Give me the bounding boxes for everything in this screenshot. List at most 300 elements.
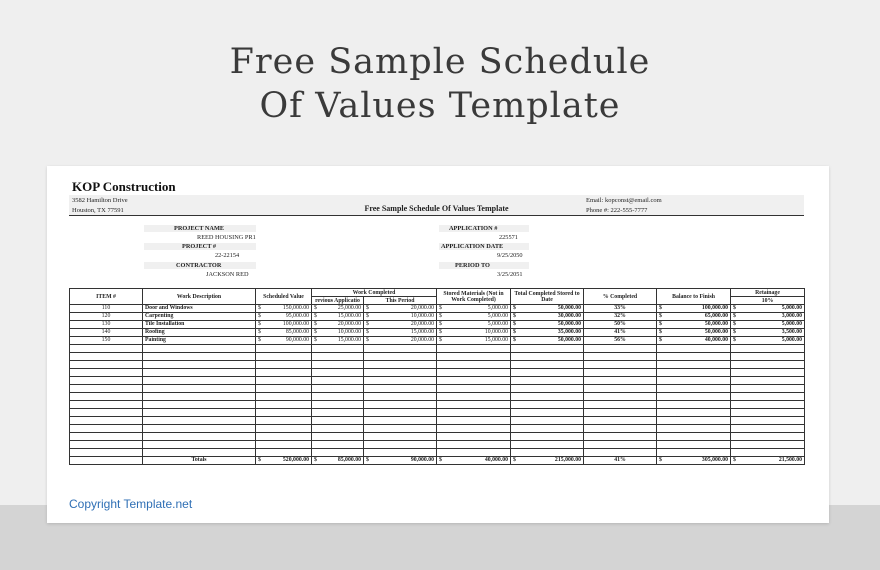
empty-cell [437, 369, 511, 377]
empty-cell [256, 425, 312, 433]
empty-cell [143, 369, 256, 377]
amount: 25,000.00 [337, 305, 361, 311]
empty-cell [256, 393, 312, 401]
header-balance: Balance to Finish [657, 289, 731, 305]
amount: 65,000.00 [704, 313, 729, 319]
totals-previous [312, 457, 364, 465]
amount: 95,000.00 [285, 313, 309, 319]
empty-cell [657, 353, 731, 361]
empty-cell [511, 441, 584, 449]
empty-cell [312, 369, 364, 377]
empty-row [70, 393, 805, 401]
cell-balance [657, 313, 731, 321]
cell-total [511, 321, 584, 329]
currency-sign: $ [439, 313, 442, 319]
empty-cell [511, 361, 584, 369]
cell-description: Painting [143, 337, 256, 345]
empty-cell [437, 441, 511, 449]
empty-cell [143, 417, 256, 425]
empty-cell [584, 425, 657, 433]
empty-cell [364, 417, 437, 425]
empty-cell [731, 433, 805, 441]
project-name-value: REED HOUSING PR1 [197, 234, 256, 241]
currency-sign: $ [659, 457, 662, 463]
header-retainage: Retainage [731, 289, 805, 297]
header-stored-materials: Stored Materials (Not in Work Completed) [437, 289, 511, 305]
header-total-completed: Total Completed Stored to Date [511, 289, 584, 305]
empty-cell [70, 441, 143, 449]
amount: 10,000.00 [484, 329, 509, 335]
empty-cell [312, 353, 364, 361]
amount: 3,500.00 [781, 329, 803, 335]
application-date-label: APPLICATION DATE [439, 243, 529, 250]
empty-cell [731, 385, 805, 393]
application-date-value: 9/25/2050 [497, 252, 523, 259]
cell-description: Door and Windows [143, 305, 256, 313]
cell-retainage [731, 313, 805, 321]
empty-cell [731, 417, 805, 425]
empty-cell [657, 433, 731, 441]
currency-sign: $ [258, 305, 261, 311]
currency-sign: $ [366, 329, 369, 335]
header-item: ITEM # [70, 289, 143, 305]
cell-this-period [364, 337, 437, 345]
cell-previous [312, 305, 364, 313]
amount: 35,000.00 [557, 329, 582, 335]
empty-cell [312, 425, 364, 433]
amount: 520,000.00 [282, 457, 309, 463]
amount: 15,000.00 [484, 337, 509, 343]
empty-cell [312, 417, 364, 425]
currency-sign: $ [733, 321, 736, 327]
currency-sign: $ [366, 305, 369, 311]
empty-cell [256, 409, 312, 417]
cell-item: 150 [70, 337, 143, 345]
currency-sign: $ [439, 457, 442, 463]
empty-cell [657, 393, 731, 401]
schedule-of-values-table [69, 288, 805, 465]
hero-title-line-1: Free Sample Schedule [229, 42, 651, 82]
amount: 50,000.00 [557, 305, 582, 311]
empty-cell [364, 369, 437, 377]
currency-sign: $ [366, 457, 369, 463]
cell-totals-item [70, 457, 143, 465]
contractor-value: JACKSON RED [206, 271, 249, 278]
empty-cell [731, 449, 805, 457]
currency-sign: $ [513, 337, 516, 343]
amount: 5,000.00 [487, 321, 509, 327]
empty-cell [143, 385, 256, 393]
currency-sign: $ [258, 329, 261, 335]
empty-cell [312, 345, 364, 353]
empty-cell [70, 393, 143, 401]
amount: 20,000.00 [337, 321, 361, 327]
amount: 15,000.00 [410, 329, 435, 335]
header-work-completed: Work Completed [312, 289, 437, 297]
currency-sign: $ [733, 329, 736, 335]
empty-cell [143, 425, 256, 433]
empty-cell [657, 441, 731, 449]
amount: 5,000.00 [487, 313, 509, 319]
empty-cell [70, 433, 143, 441]
currency-sign: $ [659, 321, 662, 327]
empty-cell [657, 425, 731, 433]
empty-cell [364, 433, 437, 441]
currency-sign: $ [659, 305, 662, 311]
currency-sign: $ [258, 321, 261, 327]
empty-cell [70, 425, 143, 433]
table-row [70, 337, 805, 345]
cell-percent: 56% [584, 337, 657, 345]
empty-row [70, 417, 805, 425]
totals-row [70, 457, 805, 465]
amount: 100,000.00 [282, 321, 309, 327]
empty-row [70, 361, 805, 369]
empty-cell [70, 409, 143, 417]
empty-cell [657, 449, 731, 457]
empty-cell [584, 353, 657, 361]
currency-sign: $ [314, 457, 317, 463]
cell-previous [312, 329, 364, 337]
empty-cell [70, 353, 143, 361]
table-row [70, 305, 805, 313]
hero-title [0, 40, 880, 128]
empty-cell [584, 401, 657, 409]
empty-cell [657, 369, 731, 377]
amount: 20,000.00 [410, 305, 435, 311]
empty-cell [584, 385, 657, 393]
cell-balance [657, 337, 731, 345]
cell-balance [657, 305, 731, 313]
currency-sign: $ [366, 337, 369, 343]
amount: 40,000.00 [484, 457, 509, 463]
empty-cell [511, 385, 584, 393]
empty-row [70, 401, 805, 409]
empty-cell [256, 417, 312, 425]
empty-cell [70, 345, 143, 353]
empty-cell [312, 409, 364, 417]
cell-description: Carpenting [143, 313, 256, 321]
empty-cell [584, 441, 657, 449]
empty-row [70, 369, 805, 377]
amount: 85,000.00 [285, 329, 309, 335]
amount: 30,000.00 [557, 313, 582, 319]
empty-cell [584, 433, 657, 441]
cell-retainage [731, 337, 805, 345]
empty-cell [731, 353, 805, 361]
empty-cell [511, 433, 584, 441]
empty-cell [312, 385, 364, 393]
empty-cell [143, 393, 256, 401]
currency-sign: $ [366, 313, 369, 319]
empty-row [70, 433, 805, 441]
cell-retainage [731, 305, 805, 313]
amount: 50,000.00 [557, 321, 582, 327]
cell-this-period [364, 305, 437, 313]
empty-cell [584, 345, 657, 353]
empty-cell [312, 449, 364, 457]
empty-cell [437, 449, 511, 457]
currency-sign: $ [733, 457, 736, 463]
empty-row [70, 377, 805, 385]
empty-cell [312, 377, 364, 385]
cell-stored [437, 321, 511, 329]
empty-cell [364, 353, 437, 361]
cell-this-period [364, 313, 437, 321]
company-address-line-2: Houston, TX 77591 [72, 207, 124, 214]
empty-cell [731, 401, 805, 409]
amount: 20,000.00 [410, 337, 435, 343]
empty-cell [364, 425, 437, 433]
empty-cell [437, 401, 511, 409]
empty-cell [657, 385, 731, 393]
empty-cell [657, 345, 731, 353]
empty-cell [256, 353, 312, 361]
amount: 21,500.00 [778, 457, 803, 463]
company-address-line-1: 3582 Hamilton Drive [72, 197, 128, 204]
cell-previous [312, 321, 364, 329]
currency-sign: $ [439, 329, 442, 335]
empty-cell [312, 433, 364, 441]
contractor-label: CONTRACTOR [144, 262, 256, 269]
empty-cell [364, 401, 437, 409]
header-rule [69, 215, 804, 216]
totals-percent: 41% [584, 457, 657, 465]
empty-cell [731, 393, 805, 401]
empty-cell [256, 385, 312, 393]
period-to-label: PERIOD TO [439, 262, 529, 269]
currency-sign: $ [314, 329, 317, 335]
cell-this-period [364, 329, 437, 337]
empty-cell [364, 377, 437, 385]
amount: 305,000.00 [701, 457, 729, 463]
project-number-value: 22-22154 [215, 252, 240, 259]
empty-cell [143, 361, 256, 369]
amount: 50,000.00 [704, 329, 729, 335]
empty-cell [143, 433, 256, 441]
empty-cell [511, 345, 584, 353]
empty-cell [70, 385, 143, 393]
document-sheet [47, 166, 829, 523]
currency-sign: $ [659, 337, 662, 343]
cell-stored [437, 329, 511, 337]
company-email: Email: kopconst@email.com [586, 197, 662, 204]
empty-cell [657, 377, 731, 385]
currency-sign: $ [258, 313, 261, 319]
empty-row [70, 385, 805, 393]
empty-cell [511, 425, 584, 433]
currency-sign: $ [513, 457, 516, 463]
amount: 50,000.00 [557, 337, 582, 343]
cell-balance [657, 321, 731, 329]
currency-sign: $ [314, 305, 317, 311]
amount: 5,000.00 [781, 337, 803, 343]
header-percent-completed: % Completed [584, 289, 657, 305]
amount: 90,000.00 [285, 337, 309, 343]
cell-scheduled [256, 337, 312, 345]
empty-cell [70, 361, 143, 369]
cell-item: 130 [70, 321, 143, 329]
cell-stored [437, 305, 511, 313]
cell-scheduled [256, 305, 312, 313]
table-row [70, 313, 805, 321]
empty-cell [584, 369, 657, 377]
cell-percent: 33% [584, 305, 657, 313]
empty-cell [256, 361, 312, 369]
empty-cell [584, 361, 657, 369]
amount: 5,000.00 [781, 321, 803, 327]
empty-cell [584, 417, 657, 425]
amount: 10,000.00 [410, 313, 435, 319]
empty-cell [511, 409, 584, 417]
empty-cell [657, 417, 731, 425]
header-this-period: This Period [364, 297, 437, 305]
cell-this-period [364, 321, 437, 329]
empty-cell [731, 361, 805, 369]
empty-cell [731, 441, 805, 449]
header-retainage-percent: 10% [731, 297, 805, 305]
currency-sign: $ [513, 313, 516, 319]
currency-sign: $ [659, 329, 662, 335]
cell-item: 120 [70, 313, 143, 321]
currency-sign: $ [258, 337, 261, 343]
empty-cell [437, 385, 511, 393]
amount: 50,000.00 [704, 321, 729, 327]
amount: 20,000.00 [410, 321, 435, 327]
empty-cell [731, 409, 805, 417]
empty-cell [256, 441, 312, 449]
currency-sign: $ [366, 321, 369, 327]
cell-previous [312, 313, 364, 321]
cell-percent: 41% [584, 329, 657, 337]
empty-cell [657, 409, 731, 417]
company-phone: Phone #: 222-555-7777 [586, 207, 648, 214]
empty-cell [511, 449, 584, 457]
cell-retainage [731, 329, 805, 337]
empty-cell [364, 361, 437, 369]
empty-cell [437, 353, 511, 361]
amount: 3,000.00 [781, 313, 803, 319]
amount: 10,000.00 [337, 329, 361, 335]
amount: 85,000.00 [337, 457, 361, 463]
empty-cell [143, 401, 256, 409]
project-name-label: PROJECT NAME [144, 225, 256, 232]
currency-sign: $ [314, 321, 317, 327]
empty-cell [657, 401, 731, 409]
empty-cell [584, 377, 657, 385]
cell-percent: 50% [584, 321, 657, 329]
hero-title-line-2: Of Values Template [259, 86, 621, 126]
document-title: Free Sample Schedule Of Values Template [364, 204, 509, 213]
empty-cell [312, 441, 364, 449]
cell-description: Roofing [143, 329, 256, 337]
cell-description: Tile Installation [143, 321, 256, 329]
currency-sign: $ [513, 329, 516, 335]
cell-percent: 32% [584, 313, 657, 321]
empty-cell [312, 393, 364, 401]
empty-cell [731, 425, 805, 433]
table-row [70, 321, 805, 329]
empty-cell [584, 409, 657, 417]
cell-stored [437, 337, 511, 345]
currency-sign: $ [439, 321, 442, 327]
totals-retainage [731, 457, 805, 465]
cell-total [511, 337, 584, 345]
empty-cell [364, 393, 437, 401]
empty-cell [143, 441, 256, 449]
empty-cell [143, 409, 256, 417]
currency-sign: $ [513, 321, 516, 327]
empty-cell [70, 401, 143, 409]
cell-scheduled [256, 329, 312, 337]
empty-cell [256, 377, 312, 385]
cell-stored [437, 313, 511, 321]
empty-cell [584, 393, 657, 401]
empty-cell [364, 385, 437, 393]
cell-total [511, 305, 584, 313]
empty-cell [70, 417, 143, 425]
copyright-link[interactable]: Copyright Template.net [69, 497, 193, 511]
cell-total [511, 329, 584, 337]
empty-cell [70, 377, 143, 385]
currency-sign: $ [439, 305, 442, 311]
amount: 100,000.00 [701, 305, 729, 311]
totals-total [511, 457, 584, 465]
empty-cell [437, 409, 511, 417]
cell-balance [657, 329, 731, 337]
currency-sign: $ [733, 337, 736, 343]
empty-cell [511, 353, 584, 361]
totals-label: Totals [143, 457, 256, 465]
empty-cell [256, 345, 312, 353]
header-previous-application: revious Applicatio [312, 297, 364, 305]
empty-row [70, 409, 805, 417]
empty-cell [364, 409, 437, 417]
empty-cell [437, 433, 511, 441]
project-number-label: PROJECT # [144, 243, 256, 250]
currency-sign: $ [733, 305, 736, 311]
empty-cell [511, 401, 584, 409]
empty-cell [437, 393, 511, 401]
cell-item: 140 [70, 329, 143, 337]
empty-cell [70, 449, 143, 457]
cell-previous [312, 337, 364, 345]
empty-cell [511, 377, 584, 385]
empty-row [70, 345, 805, 353]
currency-sign: $ [733, 313, 736, 319]
empty-cell [70, 369, 143, 377]
cell-item: 110 [70, 305, 143, 313]
empty-cell [437, 361, 511, 369]
empty-cell [143, 377, 256, 385]
empty-cell [143, 353, 256, 361]
empty-cell [584, 449, 657, 457]
header-description: Work Description [143, 289, 256, 305]
currency-sign: $ [314, 337, 317, 343]
empty-cell [511, 393, 584, 401]
cell-retainage [731, 321, 805, 329]
empty-cell [731, 377, 805, 385]
empty-cell [511, 417, 584, 425]
header-scheduled-value: Scheduled Value [256, 289, 312, 305]
empty-row [70, 441, 805, 449]
application-number-value: 225571 [499, 234, 518, 241]
empty-cell [657, 361, 731, 369]
empty-cell [256, 401, 312, 409]
empty-cell [143, 345, 256, 353]
empty-cell [364, 449, 437, 457]
currency-sign: $ [659, 313, 662, 319]
